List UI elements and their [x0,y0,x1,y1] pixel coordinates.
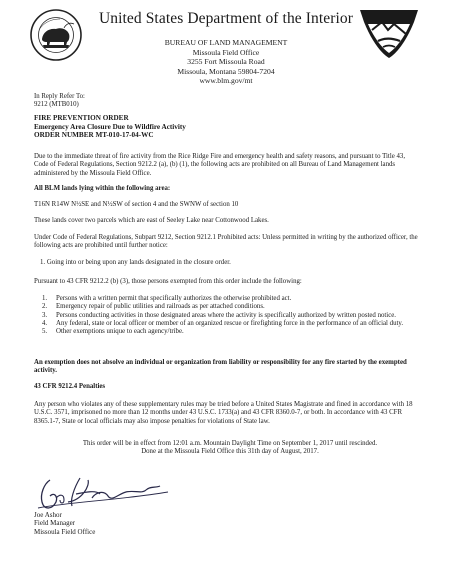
signer-title: Field Manager [34,519,76,528]
signer-office: Missoula Field Office [34,527,96,536]
signing-date-line: Done at the Missoula Field Office this 31th day of August, 2017. [141,448,319,456]
lands-heading: All BLM lands lying within the following area: [34,185,171,192]
intro-paragraph: Due to the immediate threat of fire activity from the Rice Ridge Fire and emergency health and safety reasons, and pursuant to Title 43, Code of Federal Regulations, Section 9212.2 (a), (b) (1), the following acts are prohibited on all Bureau of Land Management lands administered by the Missoula Field Office. [34,153,406,177]
reply-label: In Reply Refer To: [34,93,85,100]
department-title: United States Department of the Interior [98,10,354,27]
list-item-number: 3. [42,311,48,319]
list-item-text: Any federal, state or local officer or member of an organized rescue or firefighting force in the performance of an official duty. [56,320,404,328]
penalties-heading: 43 CFR 9212.4 Penalties [34,383,106,390]
list-item-text: Persons with a written permit that specifically authorizes the otherwise prohibited act. [56,295,292,302]
list-item [42,295,420,303]
doi-seal-logo [30,8,82,62]
blm-logo [358,8,420,60]
list-item-text: Emergency repair of public utilities and railroads as per attached conditions. [56,303,265,311]
order-subtitle: Emergency Area Closure Due to Wildfire Activity [34,122,186,131]
list-item-text: Other exemptions unique to each agency/tribe. [56,328,184,336]
order-number: ORDER NUMBER MT-010-17-04-WC [34,131,154,140]
list-item [42,312,420,320]
bureau-name: BUREAU OF LAND MANAGEMENT [164,38,288,47]
exemption-liability-note: An exemption does not absolve an individual or organization from liability or responsibility for any fire started by the exempted activity. [34,359,407,375]
website: www.blm.gov/mt [199,76,253,86]
penalties-paragraph: Any person who violates any of these supplementary rules may be tried before a United States Magistrate and fined in accordance with 18 U.S.C. 3571, imprisoned no more than 12 months under 43 U.S.C. 1733(a) and 43 CFR 8360.0-7, or both. In accordance with 43 CFR 8365.1-7, State or local officials may also impose penalties for violations of State law. [34,401,413,425]
signature-block [34,511,95,536]
legal-description: T16N R14W N½SE and N½SW of section 4 and the SWNW of section 10 [34,201,239,208]
pursuant-paragraph: Pursuant to 43 CFR 9212.2 (b) (3), those persons exempted from this order include the following: [34,278,302,285]
city-state-zip: Missoula, Montana 59804-7204 [177,66,275,76]
list-item-text: Persons conducting activities in those designated areas where the activity is specifically authorized by written posted notice. [56,311,396,319]
effective-date-line: This order will be in effect from 12:01 a.m. Mountain Daylight Time on September 1, 2017 until rescinded. [82,440,378,447]
reply-code: 9212 (MTB010) [34,101,79,109]
prohibited-item-number: 1. [40,259,46,266]
parcels-note: These lands cover two parcels which are east of Seeley Lake near Cottonwood Lakes. [34,217,269,224]
list-item-number: 1. [42,295,48,302]
list-item-number: 2. [42,303,48,311]
prohibited-acts-paragraph: Under Code of Federal Regulations, Subpart 9212, Section 9212.1 Prohibited acts: Unless permitted in writing by the authorized officer, the following acts are prohibited until further notice: [34,234,418,250]
field-office-name: Missoula Field Office [192,47,260,57]
exemptions-list [42,295,420,337]
signer-name: Joe Ashor [34,511,62,519]
handwritten-signature [30,472,180,514]
list-item [42,328,420,336]
office-address-block [120,38,332,86]
prohibited-item-text: Going into or being upon any lands designated in the closure order. [46,259,231,266]
list-item-number: 5. [42,328,48,336]
list-item-number: 4. [42,320,48,328]
list-item [42,303,420,311]
street-address: 3255 Fort Missoula Road [187,57,265,67]
reply-reference [34,93,85,110]
prohibited-item [40,259,426,267]
order-heading [34,114,186,140]
effective-date-statement [60,440,400,457]
list-item [42,320,420,328]
order-title: FIRE PREVENTION ORDER [34,114,129,122]
